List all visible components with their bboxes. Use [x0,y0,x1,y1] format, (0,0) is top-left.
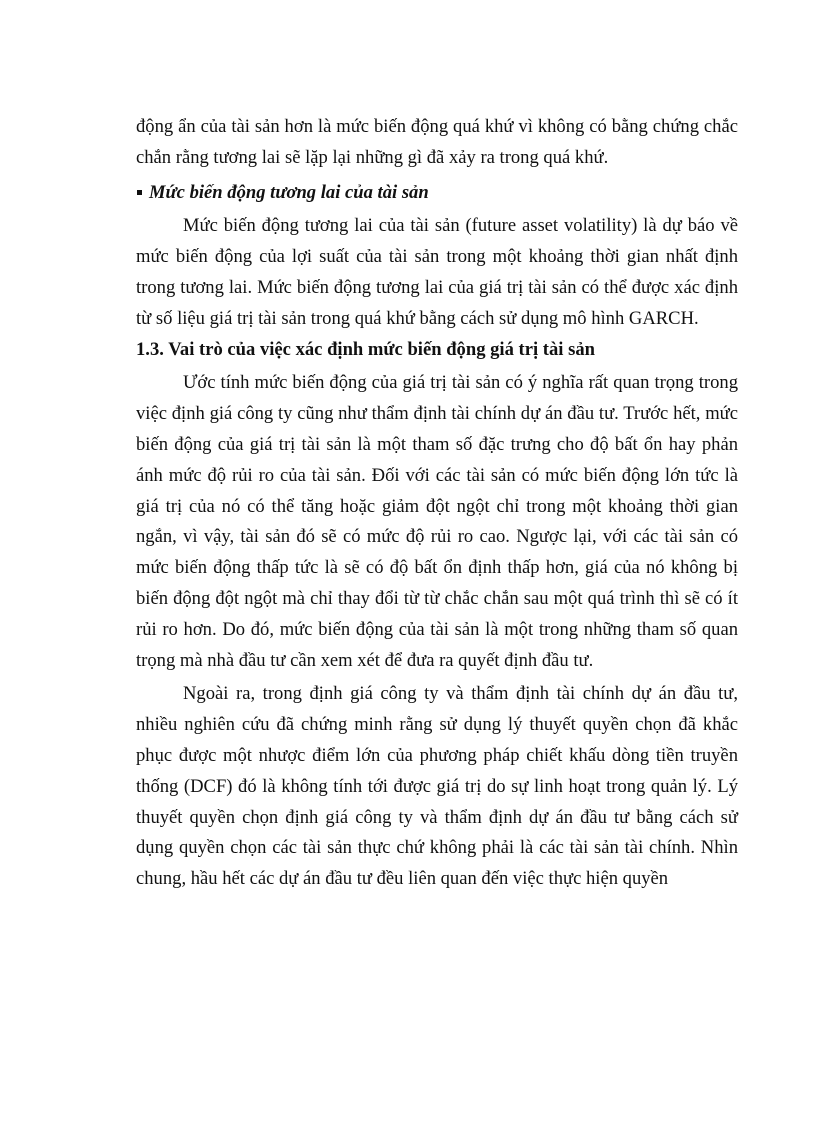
bullet-heading [136,178,738,209]
future-volatility-paragraph: Mức biến động tương lai của tài sản (future asset volatility) là dự báo về mức biến động của lợi suất của tài sản trong một khoảng thời gian nhất định trong tương lai. Mức biến động tương lai của giá trị tài sản có thể được xác định từ số liệu giá trị tài sản trong quá khứ bằng cách sử dụng mô hình GARCH. [136,215,738,329]
document-page [136,112,738,895]
section-heading: 1.3. Vai trò của việc xác định mức biến động giá trị tài sản [136,338,595,360]
bullet-heading-text: Mức biến động tương lai của tài sản [149,181,429,203]
role-paragraph-1: Ước tính mức biến động của giá trị tài sản có ý nghĩa rất quan trọng trong việc định giá công ty cũng như thẩm định tài chính dự án đầu tư. Trước hết, mức biến động của giá trị tài sản là một tham số đặc trưng cho độ bất ổn hay phản ánh mức độ rủi ro của tài sản. Đối với các tài sản có mức biến động lớn tức là giá trị của nó có thể tăng hoặc giảm đột ngột chỉ trong một khoảng thời gian ngắn, vì vậy, tài sản đó sẽ có mức độ rủi ro cao. Ngược lại, với các tài sản có mức biến động thấp tức là sẽ có độ bất ổn định thấp hơn, giá của nó không bị biến động đột ngột mà chỉ thay đổi từ từ chắc chắn sau một quá trình thì sẽ có ít rủi ro hơn. Do đó, mức biến động của tài sản là một trong những tham số quan trọng mà nhà đầu tư cần xem xét để đưa ra quyết định đầu tư. [136,372,738,671]
role-paragraph-2: Ngoài ra, trong định giá công ty và thẩm định tài chính dự án đầu tư, nhiều nghiên cứu đã chứng minh rằng sử dụng lý thuyết quyền chọn đã khắc phục được một nhược điểm lớn của phương pháp chiết khấu dòng tiền truyền thống (DCF) đó là không tính tới được giá trị do sự linh hoạt trong quản lý. Lý thuyết quyền chọn định giá công ty và thẩm định dự án đầu tư bằng cách sử dụng quyền chọn các tài sản thực chứ không phải là các tài sản tài chính. Nhìn chung, hầu hết các dự án đầu tư đều liên quan đến việc thực hiện quyền [136,683,738,890]
square-bullet-icon [137,190,142,195]
intro-paragraph: động ẩn của tài sản hơn là mức biến động quá khứ vì không có bằng chứng chắc chắn rằng tương lai sẽ lặp lại những gì đã xảy ra trong quá khứ. [136,116,738,168]
